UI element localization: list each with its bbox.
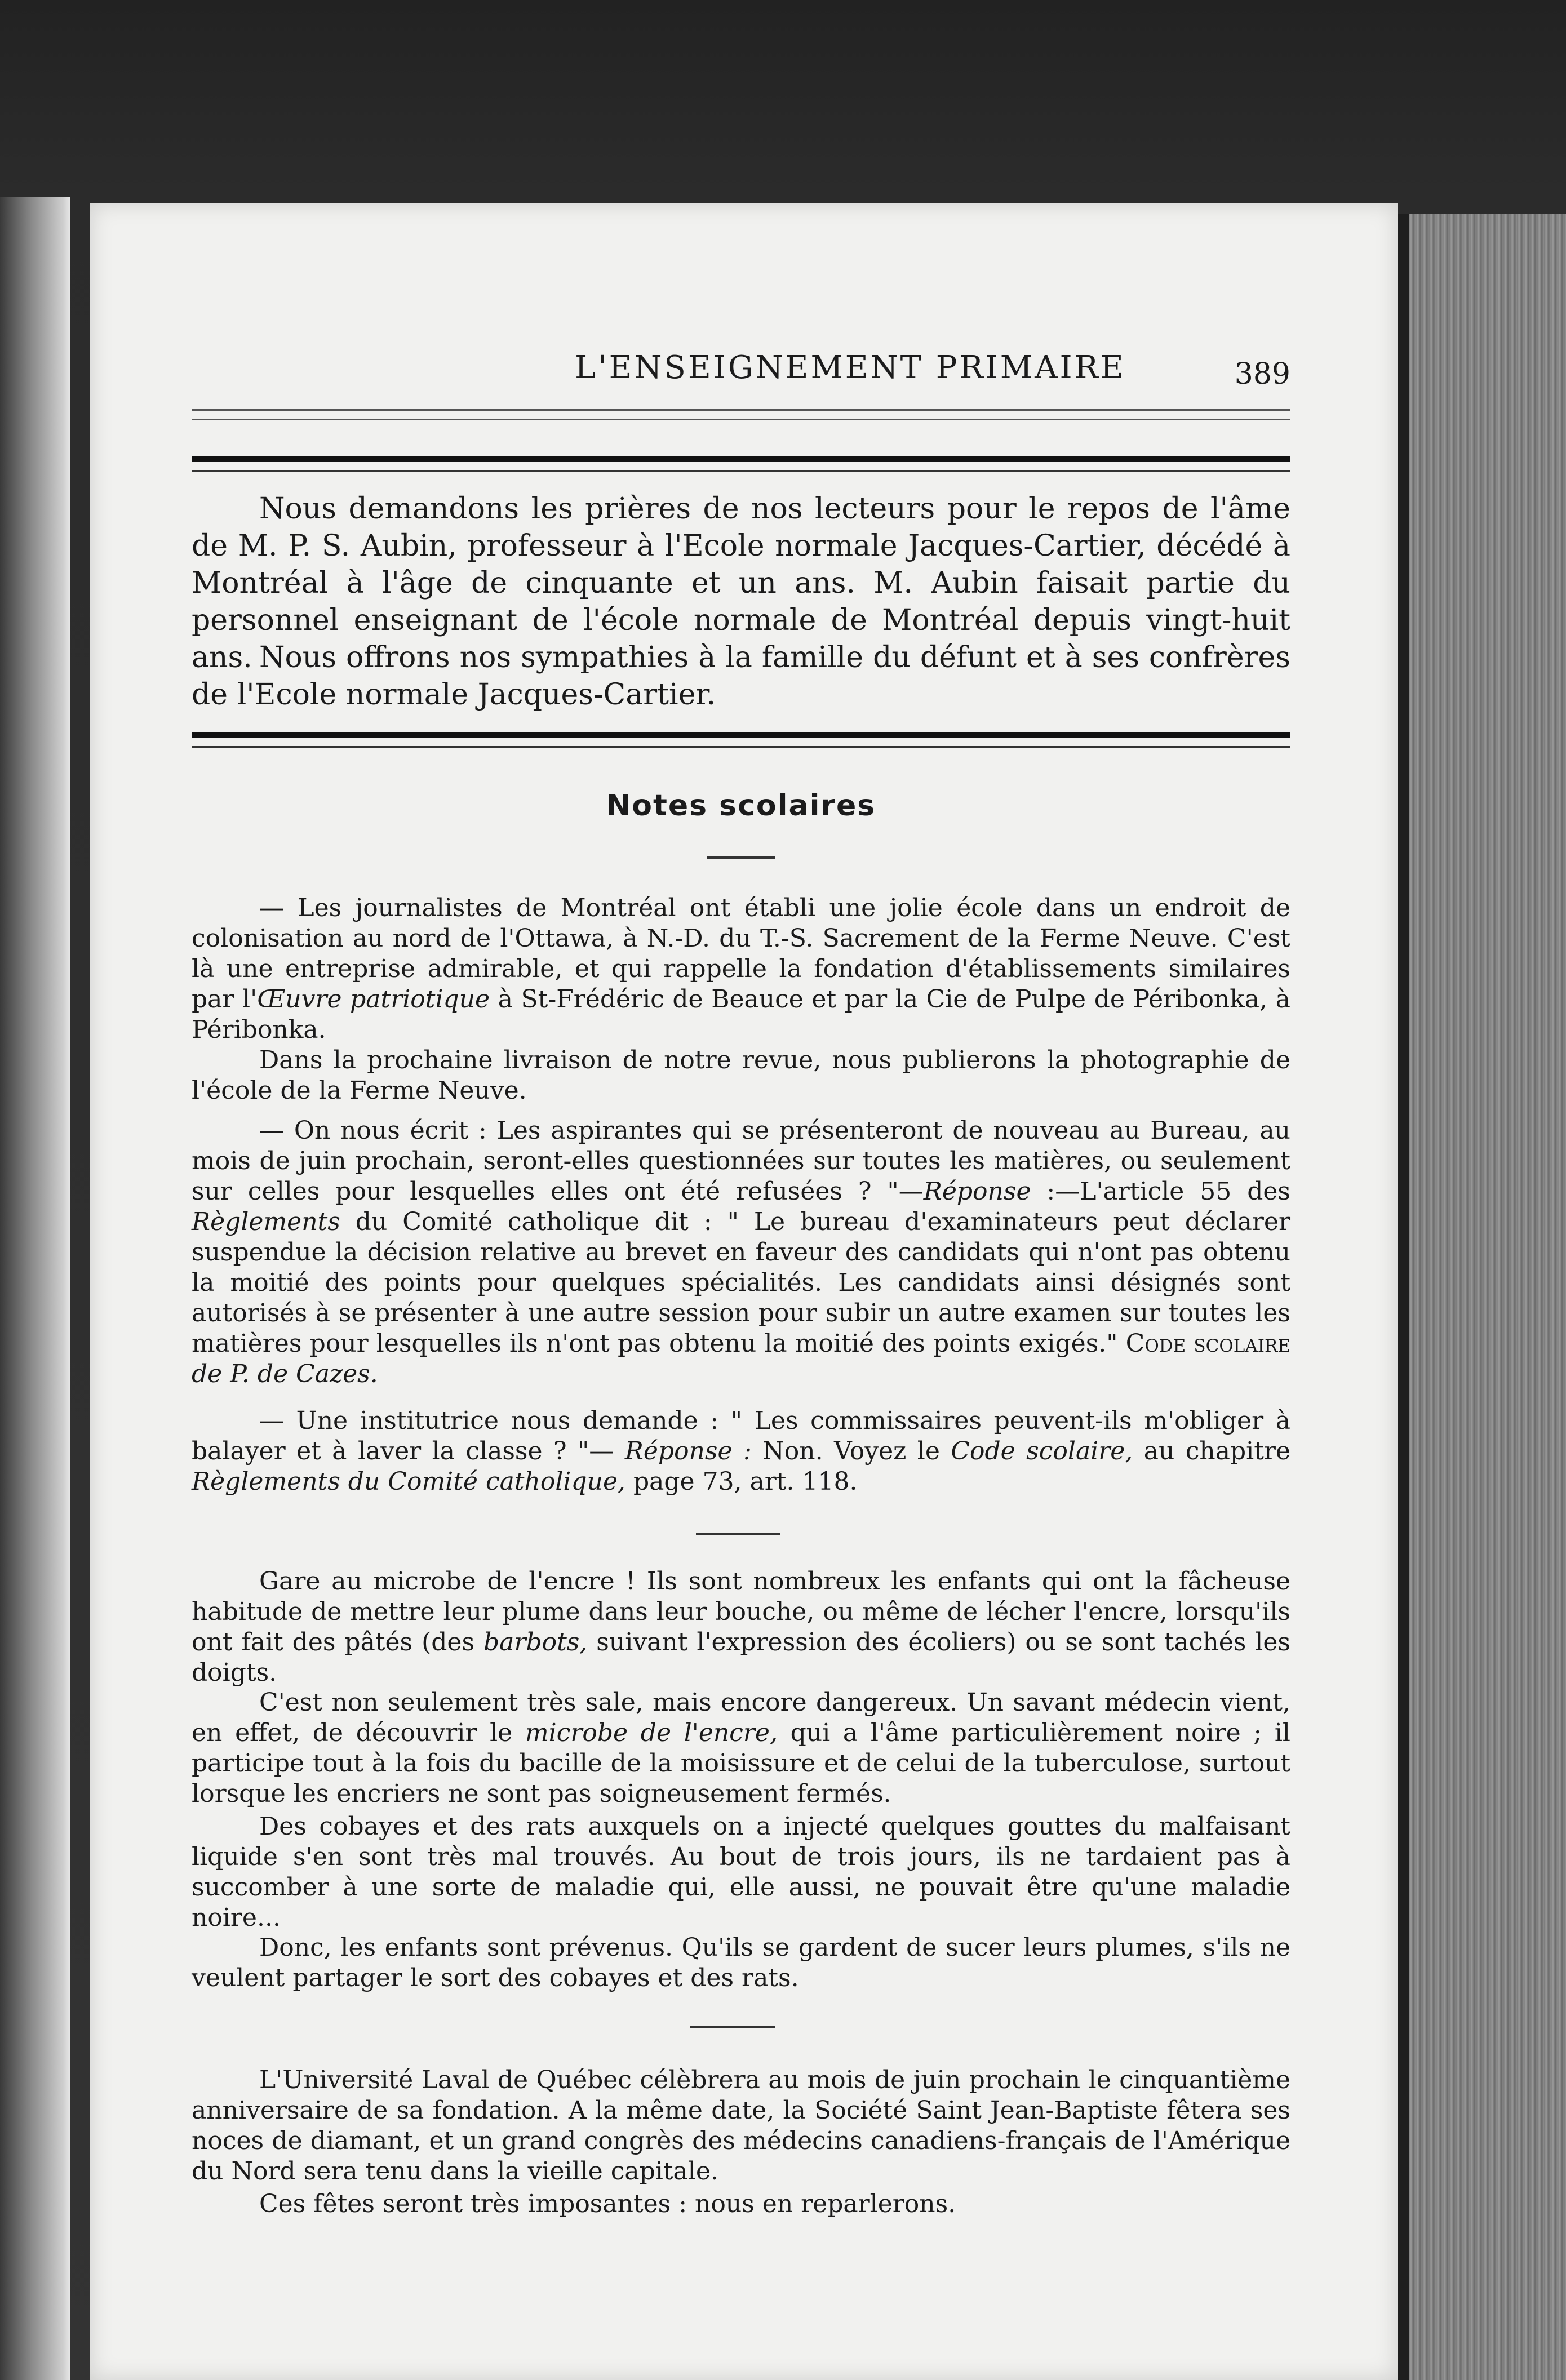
note-paragraph-3: — On nous écrit : Les aspirantes qui se présenteront de nouveau au Bureau, au mois de juin prochain, seront-elles questionnées sur toutes les matières, ou seulement sur celles pour lesquelles elles ont été refusées ? "—Réponse :—L'article 55 des Règlements du Comité catholique dit : " Le bureau d'examinateurs peut déclarer suspendue la décision relative au brevet en faveur des candidats qui n'ont pas obtenu la moitié des points pour quelques spécialités. Les candidats ainsi désignés sont autorisés à se présenter à une autre session pour subir un autre examen sur toutes les matières pour lesquelles ils n'ont pas obtenu la moitié des points exigés." Code scolaire de P. de Cazes.	[192, 1116, 1290, 1388]
microbe-paragraph-1: Gare au microbe de l'encre ! Ils sont nombreux les enfants qui ont la fâcheuse habitude de mettre leur plume dans leur bouche, ou même de lécher l'encre, lorsqu'ils ont fait des pâtés (des barbots, suivant l'expression des écoliers) ou se sont tachés les doigts.	[192, 1567, 1290, 1687]
header-rule-top	[192, 409, 1290, 411]
microbe-paragraph-3: Des cobayes et des rats auxquels on a injecté quelques gouttes du malfaisant liquide s'en sont très mal trouvés. Au bout de trois jours, ils ne tardaient pas à succomber à une sorte de maladie qui, elle aussi, ne pouvait être qu'une maladie noire...	[192, 1812, 1290, 1932]
book-page	[90, 203, 1398, 2380]
page-number: 389	[1234, 357, 1290, 391]
microbe-paragraph-2: C'est non seulement très sale, mais encore dangereux. Un savant médecin vient, en effet, de découvrir le microbe de l'encre, qui a l'âme particulièrement noire ; il participe tout à la fois du bacille de la moisissure et de celui de la tuberculose, surtout lorsque les encriers ne sont pas soigneusement fermés.	[192, 1688, 1290, 1808]
laval-paragraph-2: Ces fêtes seront très imposantes : nous en reparlerons.	[259, 2190, 956, 2218]
note-paragraph-4: — Une institutrice nous demande : " Les commissaires peuvent-ils m'obliger à balayer et à laver la classe ? "— Réponse : Non. Voyez le Code scolaire, au chapitre Règlements du Comité catholique, page 73, art. 118.	[192, 1406, 1290, 1496]
obituary-rule-top	[192, 456, 1290, 472]
note-paragraph-1: — Les journalistes de Montréal ont établi une jolie école dans un endroit de colonisation au nord de l'Ottawa, à N.-D. du T.-S. Sacrement de la Ferme Neuve. C'est là une entreprise admirable, et qui rappelle la fondation d'établissements similaires par l'Œuvre patriotique à St-Frédéric de Beauce et par la Cie de Pulpe de Péribonka, à Péribonka.	[192, 894, 1290, 1044]
obituary-paragraph-1: Nous demandons les prières de nos lecteurs pour le repos de l'âme de M. P. S. Aubin, professeur à l'Ecole normale Jacques-Cartier, décédé à Montréal à l'âge de cinquante et un ans. M. Aubin faisait partie du personnel enseignant de l'école normale de Montréal depuis vingt-huit ans.	[192, 492, 1290, 674]
separator-rule-1	[696, 1533, 780, 1535]
microbe-paragraph-4: Donc, les enfants sont prévenus. Qu'ils se gardent de sucer leurs plumes, s'ils ne veulent partager le sort des cobayes et des rats.	[192, 1933, 1290, 1992]
running-head	[192, 349, 1290, 394]
obituary-rule-bottom	[192, 732, 1290, 748]
running-title: L'ENSEIGNEMENT PRIMAIRE	[575, 349, 1126, 386]
section-title: Notes scolaires	[606, 789, 876, 823]
note-paragraph-2: Dans la prochaine livraison de notre revue, nous publierons la photographie de l'école de la Ferme Neuve.	[192, 1046, 1290, 1105]
book-left-edge	[0, 197, 70, 2380]
header-rule-bottom	[192, 419, 1290, 420]
section-title-rule	[707, 856, 775, 859]
book-page-stack	[1409, 214, 1566, 2380]
laval-paragraph-1: L'Université Laval de Québec célèbrera au mois de juin prochain le cinquantième anniversaire de sa fondation. A la même date, la Société Saint Jean-Baptiste fêtera ses noces de diamant, et un grand congrès des médecins canadiens-français de l'Amérique du Nord sera tenu dans la vieille capitale.	[192, 2066, 1290, 2186]
obituary-paragraph-2: Nous offrons nos sympathies à la famille du défunt et à ses confrères de l'Ecole normale Jacques-Cartier.	[192, 641, 1290, 712]
separator-rule-2	[690, 2026, 775, 2028]
